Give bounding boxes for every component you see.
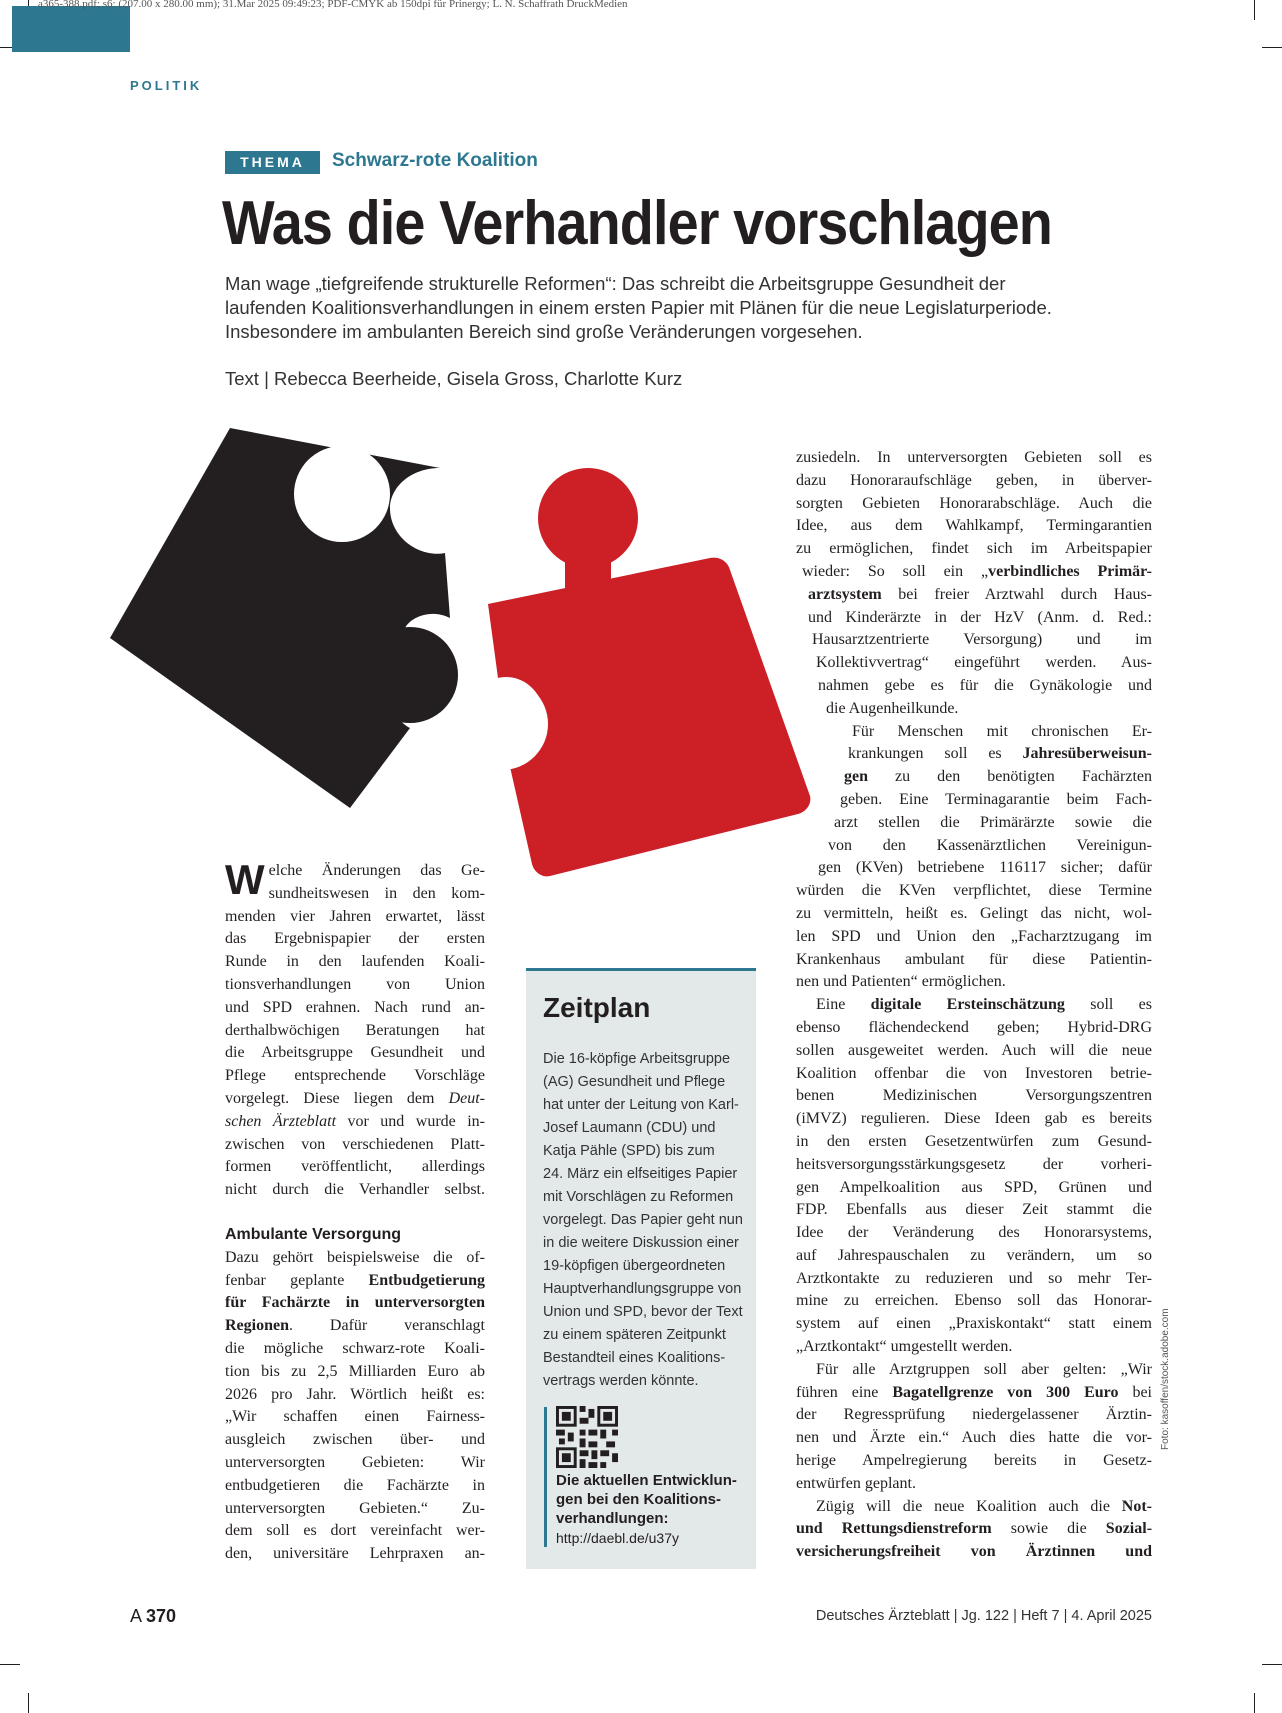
link-url[interactable]: http://daebl.de/u37y xyxy=(556,1530,679,1546)
print-info: a365-388.pdf; s6; (207.00 x 280.00 mm); 31.Mar 2025 09:49:23; PDF-CMYK ab 150dpi für Prinergy; L. N. Schaffrath DruckMedien xyxy=(38,0,628,10)
puzzle-cutout xyxy=(456,678,548,770)
text-run: bei freier Arztwahl durch Haus- xyxy=(881,585,1152,603)
text-run-bold: Entbudgetierung xyxy=(368,1271,485,1289)
text-line: tionsverhandlungen von Union xyxy=(225,975,485,993)
text-line: und Kinderärzte in der HzV (Anm. d. Red.: xyxy=(808,608,1152,626)
teaser xyxy=(225,272,1125,344)
text-line: die Augenheilkunde. xyxy=(826,699,959,717)
text-line: len SPD und Union den „Facharztzugang im xyxy=(796,927,1152,945)
text-line xyxy=(796,1382,1152,1405)
text-run: wieder: So soll ein „ xyxy=(802,562,989,580)
text-line xyxy=(225,1111,485,1134)
text-line: 2026 pro Jahr. Wörtlich heißt es: xyxy=(225,1385,485,1403)
text-line: Idee der Veränderung des Honorarsystems, xyxy=(796,1224,1152,1242)
text-line: geben. Eine Terminagarantie beim Fach- xyxy=(840,790,1152,808)
text-line: nahmen gebe es für die Gynäkologie und xyxy=(818,676,1152,694)
sidebar-title: Zeitplan xyxy=(543,992,651,1023)
sidebar-line: (AG) Gesundheit und Pflege xyxy=(543,1074,726,1090)
page-number xyxy=(130,1606,176,1627)
text-line: entbudgetieren die Fachärzte in xyxy=(225,1476,485,1494)
text-line: auf Jahrespauschalen zu verändern, um so xyxy=(796,1246,1152,1264)
text-line: gen (KVen) betriebene 116117 sicher; dafür xyxy=(818,859,1152,877)
text-line: ausgleich zwischen über- und xyxy=(225,1431,485,1449)
text-run: führen eine xyxy=(796,1383,893,1401)
text-run: zu den benötigten Fachärzten xyxy=(868,768,1152,786)
text-line xyxy=(225,1088,485,1111)
text-line: die mögliche schwarz-rote Koali- xyxy=(225,1339,485,1357)
crop-mark xyxy=(1254,1693,1255,1713)
text-run-italic: schen Ärzteblatt xyxy=(225,1112,337,1130)
text-line: Krankenhaus ambulant für diese Patientin- xyxy=(796,950,1152,968)
text-run-bold: verbindliches Primär- xyxy=(988,562,1153,580)
sidebar-line: Hauptverhandlungsgruppe von xyxy=(543,1281,742,1297)
page-prefix: A xyxy=(130,1606,147,1626)
text-line: benen Medizinischen Versorgungszentren xyxy=(796,1087,1152,1105)
text-run: soll es xyxy=(1064,996,1152,1014)
text-line xyxy=(225,1292,485,1315)
right-column xyxy=(796,447,1152,1564)
text-line: Hausarztzentrierte Versorgung) und im xyxy=(812,631,1152,649)
sidebar-line: mit Vorschlägen zu Reformen xyxy=(543,1189,734,1205)
sidebar-line: 19-köpfigen übergeordneten xyxy=(543,1258,726,1274)
text-run-bold: Sozial- xyxy=(1105,1520,1153,1538)
text-line: „Arztkontakt“ umgestellt werden. xyxy=(796,1338,1013,1356)
text-line: zwischen von verschiedenen Platt- xyxy=(225,1135,485,1153)
text-line xyxy=(796,1496,1152,1519)
text-line: arzt stellen die Primärärzte sowie die xyxy=(834,813,1152,831)
text-line: Für Menschen mit chronischen Er- xyxy=(852,722,1152,740)
qr-code-icon[interactable] xyxy=(556,1406,618,1468)
text-line xyxy=(848,743,1152,766)
link-accent-bar xyxy=(544,1407,547,1547)
crop-mark xyxy=(0,1664,20,1665)
text-line xyxy=(796,1541,1152,1564)
sidebar-line: Die 16-köpfige Arbeitsgruppe xyxy=(543,1051,731,1067)
text-line: nen und Ärzte ein.“ Auch dies hatte die vor- xyxy=(796,1429,1152,1447)
text-run-bold: für Fachärzte in unterversorgten xyxy=(225,1294,485,1312)
text-line: dem soll es dort vereinfacht wer- xyxy=(225,1522,485,1540)
text-run: Eine xyxy=(816,996,871,1014)
text-run-bold: arztsystem xyxy=(808,585,882,603)
text-line xyxy=(844,766,1152,789)
left-column xyxy=(225,856,485,1566)
text-line: Dazu gehört beispielsweise die of- xyxy=(225,1248,485,1266)
sidebar-line: hat unter der Leitung von Karl- xyxy=(543,1097,739,1113)
sidebar-text xyxy=(543,1048,748,1393)
thema-tag: THEMA xyxy=(225,151,320,174)
text-run-bold: Not- xyxy=(1121,1497,1152,1515)
crop-mark xyxy=(1262,47,1282,48)
text-line: gen Ampelkoalition aus SPD, Grünen und xyxy=(796,1178,1152,1196)
text-run-bold: Regionen xyxy=(225,1317,289,1335)
text-run: Zügig will die neue Koalition auch die xyxy=(816,1497,1122,1515)
text-line: sundheitswesen in den kom- xyxy=(268,884,485,902)
text-line xyxy=(796,1518,1152,1541)
spacer xyxy=(225,1202,485,1224)
text-line: Pflege entsprechende Vorschläge xyxy=(225,1067,485,1085)
text-line: der Regressprüfung niedergelassener Ärztin- xyxy=(796,1406,1152,1424)
text-line: FDP. Ebenfalls aus dieser Zeit stammt die xyxy=(796,1201,1152,1219)
text-line: unterversorgten Gebieten: Wir xyxy=(225,1453,485,1471)
text-line: nicht durch die Verhandler selbst. xyxy=(225,1181,485,1199)
sidebar-line: vorgelegt. Das Papier geht nun xyxy=(543,1212,743,1228)
photo-credit: Foto: kasoffen/stock.adobe.com xyxy=(1160,1308,1171,1450)
text-line: Runde in den laufenden Koali- xyxy=(225,953,485,971)
red-puzzle-piece xyxy=(488,468,810,876)
text-line: „Wir schaffen einen Fairness- xyxy=(225,1408,485,1426)
text-line: Idee, aus dem Wahlkampf, Termingarantien xyxy=(796,517,1152,535)
crop-mark xyxy=(1254,0,1255,20)
text-line: tion bis zu 2,5 Milliarden Euro ab xyxy=(225,1362,485,1380)
black-puzzle-piece xyxy=(110,428,458,808)
text-line: in den ersten Gesetzentwürfen zum Gesund- xyxy=(796,1132,1152,1150)
link-title-line: verhandlungen: xyxy=(556,1510,669,1527)
text-line: Koalition offenbar die von Investoren betrie- xyxy=(796,1064,1152,1082)
text-run: bei xyxy=(1118,1383,1153,1401)
section-label: POLITIK xyxy=(130,78,203,93)
text-line: sollen ausgeweitet werden. Auch will die neue xyxy=(796,1041,1152,1059)
sidebar-line: Josef Laumann (CDU) und xyxy=(543,1120,716,1136)
link-title-line: gen bei den Koalitions- xyxy=(556,1491,722,1508)
text-line: formen veröffentlicht, allerdings xyxy=(225,1158,485,1176)
footer-citation: Deutsches Ärzteblatt | Jg. 122 | Heft 7 | 4. April 2025 xyxy=(815,1608,1152,1624)
dropcap: W xyxy=(225,856,265,903)
text-line: das Ergebnispapier der ersten xyxy=(225,930,485,948)
teaser-line: laufenden Koalitionsverhandlungen in einem ersten Papier mit Plänen für die neue Legislaturperiode. xyxy=(225,297,1052,318)
text-line: zu ermöglichen, findet sich im Arbeitspapier xyxy=(796,540,1152,558)
text-line xyxy=(225,1315,485,1338)
text-run-bold: gen xyxy=(844,768,868,786)
text-line: ebenso flächendeckend geben; Hybrid-DRG xyxy=(796,1018,1152,1036)
sidebar-line: 24. März ein elfseitiges Papier xyxy=(543,1166,738,1182)
text-line: zusiedeln. In unterversorgten Gebieten soll es xyxy=(796,449,1152,466)
crop-mark xyxy=(28,1693,29,1713)
text-line: mine zu erreichen. Ebenso soll das Honorar- xyxy=(796,1292,1152,1310)
text-run-bold: digitale Ersteinschätzung xyxy=(870,996,1065,1014)
teaser-line: Insbesondere im ambulanten Bereich sind große Veränderungen vorgesehen. xyxy=(225,321,863,342)
link-title-line: Die aktuellen Entwicklun- xyxy=(556,1472,737,1489)
text-run: . Dafür veranschlagt xyxy=(289,1317,485,1335)
thema-title: Schwarz-rote Koalition xyxy=(332,150,538,171)
text-line: die Arbeitsgruppe Gesundheit und xyxy=(225,1044,485,1062)
text-line: Kollektivvertrag“ eingeführt werden. Aus- xyxy=(816,654,1152,672)
sidebar-line: Katja Pähle (SPD) bis zum xyxy=(543,1143,715,1159)
text-line xyxy=(225,1270,485,1293)
text-line: system auf einen „Praxiskontakt“ statt einem xyxy=(796,1315,1152,1333)
sidebar-line: Union und SPD, bevor der Text xyxy=(543,1304,743,1320)
text-line: (iMVZ) regulieren. Diese Ideen gab es bereits xyxy=(796,1110,1152,1128)
text-line: zu vermitteln, heißt es. Gelingt das nicht, wol- xyxy=(796,904,1152,922)
subheading: Ambulante Versorgung xyxy=(225,1225,402,1243)
puzzle-cutout xyxy=(294,446,390,542)
teaser-line: Man wage „tiefgreifende strukturelle Reformen“: Das schreibt die Arbeitsgruppe Gesundheit der xyxy=(225,273,1006,294)
text-run-bold: versicherungsfreiheit von Ärztinnen und xyxy=(796,1543,1152,1561)
text-run: krankungen soll es xyxy=(848,745,1023,763)
text-line: unterversorgten Gebieten.“ Zu- xyxy=(225,1499,485,1517)
text-line: sorgten Gebieten Honorarabschläge. Auch die xyxy=(796,494,1152,512)
text-line: dazu Honoraraufschläge geben, in überver- xyxy=(796,471,1152,489)
headline: Was die Verhandler vorschlagen xyxy=(222,189,1052,258)
sidebar-line: vertrags werden könnte. xyxy=(543,1373,699,1389)
link-title xyxy=(556,1471,756,1528)
text-line: den, universitäre Lehrpraxen an- xyxy=(225,1545,485,1563)
text-line: derthalbwöchigen Beratungen hat xyxy=(225,1021,485,1039)
text-line: und SPD erahnen. Nach rund an- xyxy=(225,998,485,1016)
byline: Text | Rebecca Beerheide, Gisela Gross, Charlotte Kurz xyxy=(225,368,683,389)
text-line xyxy=(802,561,1152,584)
text-line: Für alle Arztgruppen soll aber gelten: „Wir xyxy=(816,1360,1152,1378)
text-run-bold: Bagatellgrenze von 300 Euro xyxy=(892,1383,1119,1401)
text-run: vor und wurde in- xyxy=(336,1112,485,1130)
text-line: elche Änderungen das Ge- xyxy=(268,862,485,879)
text-line: herige Ampelregierung bereits in Gesetz- xyxy=(796,1452,1152,1470)
puzzle-illustration xyxy=(110,428,830,888)
text-line: nen und Patienten“ ermöglichen. xyxy=(796,973,1006,991)
text-line: Arztkontakte zu reduzieren und so mehr Ter- xyxy=(796,1269,1152,1287)
text-run-italic: Deut- xyxy=(448,1089,485,1107)
sidebar-line: Bestandteil eines Koalitions- xyxy=(543,1350,726,1366)
text-line: würden die KVen verpflichtet, diese Termine xyxy=(796,882,1152,900)
text-run: sowie die xyxy=(991,1520,1106,1538)
text-line: von den Kassenärztlichen Vereinigun- xyxy=(828,836,1152,854)
page-number-value: 370 xyxy=(146,1606,177,1626)
text-run: fenbar geplante xyxy=(225,1271,369,1289)
text-line: menden vier Jahren erwartet, lässt xyxy=(225,907,485,925)
text-line: heitsversorgungsstärkungsgesetz der vorheri- xyxy=(796,1155,1152,1173)
text-line: entwürfen geplant. xyxy=(796,1474,916,1492)
sidebar-line: in die weitere Diskussion einer xyxy=(543,1235,739,1251)
text-line xyxy=(808,584,1152,607)
text-run: vorgelegt. Diese liegen dem xyxy=(225,1089,449,1107)
text-run-bold: Jahresüberweisun- xyxy=(1022,745,1152,763)
crop-mark xyxy=(1262,1664,1282,1665)
text-run-bold: und Rettungsdienstreform xyxy=(796,1520,992,1538)
sidebar-line: zu einem späteren Zeitpunkt xyxy=(543,1327,726,1343)
text-line xyxy=(796,994,1152,1017)
color-bar xyxy=(12,6,130,52)
